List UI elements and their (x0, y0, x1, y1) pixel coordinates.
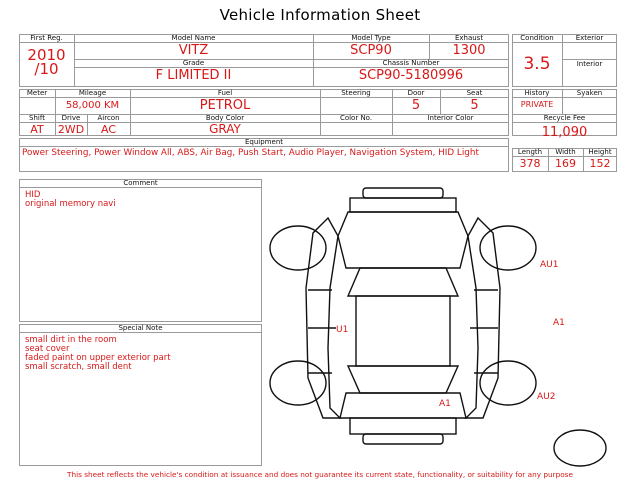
meter-label: Meter (26, 89, 48, 97)
hood-shape (338, 212, 468, 268)
recycle-fee-value: 11,090 (541, 125, 588, 140)
comment-line: HID (25, 190, 41, 200)
grade-label: Grade (182, 59, 205, 67)
front-panel-shape (350, 198, 456, 212)
disclaimer-footer: This sheet reflects the vehicle's condition at issuance and does not guarantee its current state, functionality, or suitability for any purpose (67, 470, 573, 479)
steering-label: Steering (341, 89, 371, 97)
interior-label: Interior (576, 60, 603, 68)
wheel-front-right-shape (480, 226, 536, 270)
body-color-value: GRAY (209, 122, 241, 136)
fuel-value: PETROL (199, 98, 251, 113)
condition-value: 3.5 (523, 54, 551, 74)
windshield-shape (348, 268, 458, 296)
chassis-number-value: SCP90-5180996 (358, 68, 464, 83)
damage-mark-u1: U1 (336, 325, 349, 335)
equipment-value: Power Steering, Power Window All, ABS, Air Bag, Push Start, Audio Player, Navigation System, HID Light (22, 148, 479, 158)
comment-label: Comment (123, 179, 158, 187)
rear-window-shape (348, 366, 458, 393)
special-note-line: small dirt in the room (25, 335, 117, 345)
wheel-front-left-shape (270, 226, 326, 270)
history-value: PRIVATE (520, 100, 554, 109)
rear-bumper-shape (363, 434, 443, 444)
damage-mark-au1: AU1 (540, 260, 559, 270)
equipment-label: Equipment (245, 138, 283, 146)
damage-mark-a1-right: A1 (553, 318, 565, 328)
first-reg-label: First Reg. (30, 34, 63, 42)
length-label: Length (517, 148, 543, 156)
width-label: Width (555, 148, 576, 156)
seat-value: 5 (470, 98, 479, 113)
color-no-label: Color No. (339, 114, 373, 122)
right-side-shape (466, 218, 500, 418)
special-note-line: seat cover (25, 344, 70, 354)
wheel-rear-right-shape (480, 361, 536, 405)
syaken-label: Syaken (576, 89, 603, 97)
rear-panel-shape (350, 418, 456, 434)
special-note-line: faded paint on upper exterior part (25, 353, 171, 363)
chassis-number-label: Chassis Number (382, 59, 440, 67)
page-title: Vehicle Information Sheet (219, 6, 421, 24)
car-damage-diagram (268, 178, 620, 468)
seat-label: Seat (466, 89, 483, 97)
drive-label: Drive (61, 114, 81, 122)
spare-wheel-shape (554, 430, 606, 466)
exterior-label: Exterior (575, 34, 604, 42)
comment-lines (25, 191, 116, 209)
exhaust-label: Exhaust (454, 34, 484, 42)
special-note-line: small scratch, small dent (25, 362, 132, 372)
model-type-label: Model Type (351, 34, 391, 42)
model-name-label: Model Name (171, 34, 216, 42)
roof-shape (356, 296, 450, 366)
front-bumper-shape (363, 188, 443, 198)
interior-color-label: Interior Color (427, 114, 474, 122)
mileage-value: 58,000 KM (65, 100, 120, 111)
body-color-label: Body Color (205, 114, 245, 122)
special-note-lines (25, 336, 171, 372)
door-label: Door (407, 89, 425, 97)
height-value: 152 (589, 157, 611, 170)
drive-value: 2WD (57, 123, 85, 136)
damage-mark-a1-bottom: A1 (439, 399, 451, 409)
grade-value: F LIMITED II (155, 68, 232, 83)
height-label: Height (588, 148, 612, 156)
condition-label: Condition (520, 34, 554, 42)
model-name-value: VITZ (178, 43, 209, 58)
wheel-rear-left-shape (270, 361, 326, 405)
damage-mark-au2: AU2 (537, 392, 556, 402)
width-value: 169 (555, 157, 576, 170)
comment-line: original memory navi (25, 199, 116, 209)
door-value: 5 (411, 98, 421, 113)
left-side-shape (306, 218, 340, 418)
shift-label: Shift (29, 114, 45, 122)
exhaust-value: 1300 (452, 43, 486, 58)
aircon-value: AC (100, 123, 116, 136)
history-label: History (524, 89, 550, 97)
shift-value: AT (30, 123, 44, 136)
length-value: 378 (519, 157, 541, 170)
special-note-label: Special Note (118, 324, 163, 332)
recycle-fee-label: Recycle Fee (543, 114, 586, 122)
model-type-value: SCP90 (350, 43, 392, 58)
aircon-label: Aircon (97, 114, 120, 122)
fuel-label: Fuel (217, 89, 233, 97)
first-reg-value: 2010 /10 (27, 46, 66, 78)
mileage-label: Mileage (78, 89, 107, 97)
